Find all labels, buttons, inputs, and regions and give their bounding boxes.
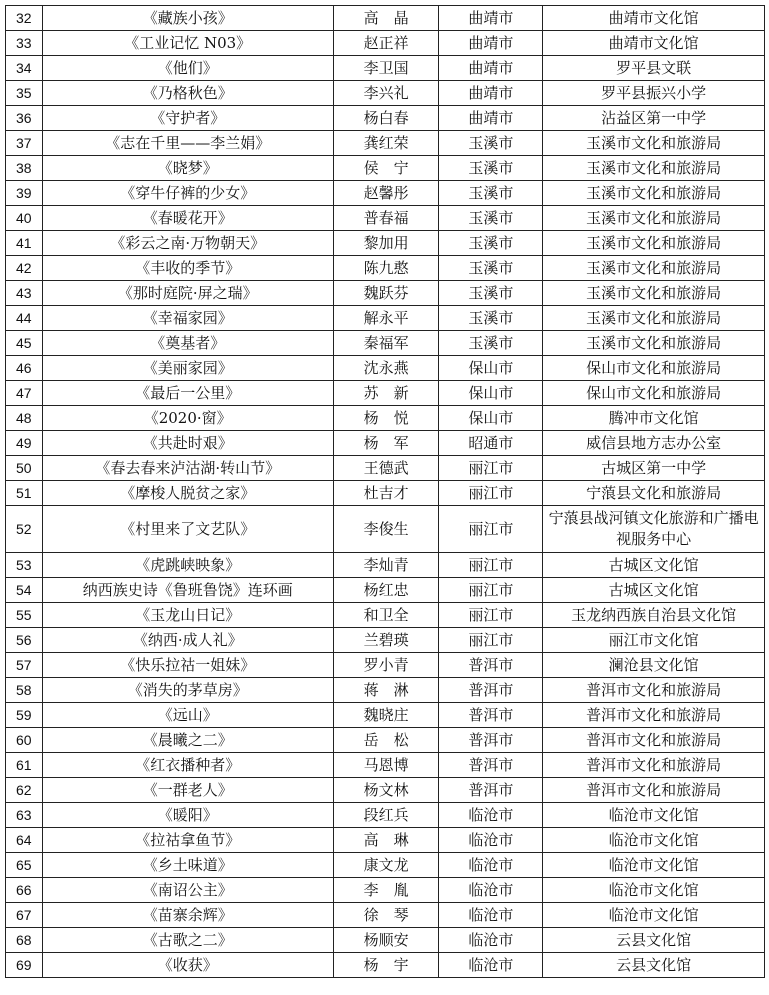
- table-row: [6, 678, 765, 703]
- cell-title: 《美丽家园》: [42, 356, 333, 381]
- cell-organization: 玉溪市文化和旅游局: [543, 256, 765, 281]
- cell-organization: 丽江市文化馆: [543, 628, 765, 653]
- cell-city: 保山市: [439, 406, 543, 431]
- cell-title: 《拉祜拿鱼节》: [42, 828, 333, 853]
- cell-city: 曲靖市: [439, 6, 543, 31]
- cell-title: 《暖阳》: [42, 803, 333, 828]
- cell-organization: 曲靖市文化馆: [543, 31, 765, 56]
- cell-number: 35: [6, 81, 43, 106]
- table-row: [6, 281, 765, 306]
- table-row: [6, 653, 765, 678]
- table-row: [6, 431, 765, 456]
- cell-city: 临沧市: [439, 903, 543, 928]
- table-row: [6, 928, 765, 953]
- table-row: [6, 231, 765, 256]
- cell-number: 51: [6, 481, 43, 506]
- cell-organization: 曲靖市文化馆: [543, 6, 765, 31]
- cell-title: 《丰收的季节》: [42, 256, 333, 281]
- cell-title: 《春去春来泸沽湖·转山节》: [42, 456, 333, 481]
- cell-number: 53: [6, 553, 43, 578]
- cell-author: 和卫全: [333, 603, 439, 628]
- cell-title: 《彩云之南·万物朝天》: [42, 231, 333, 256]
- cell-author: 龚红荣: [333, 131, 439, 156]
- cell-author: 段红兵: [333, 803, 439, 828]
- table-row: [6, 131, 765, 156]
- cell-organization: 临沧市文化馆: [543, 853, 765, 878]
- cell-number: 50: [6, 456, 43, 481]
- cell-number: 64: [6, 828, 43, 853]
- cell-author: 杨文林: [333, 778, 439, 803]
- cell-city: 玉溪市: [439, 181, 543, 206]
- cell-author: 杨红忠: [333, 578, 439, 603]
- cell-title: 《南诏公主》: [42, 878, 333, 903]
- cell-author: 高 晶: [333, 6, 439, 31]
- cell-organization: 保山市文化和旅游局: [543, 356, 765, 381]
- cell-city: 丽江市: [439, 578, 543, 603]
- cell-organization: 玉龙纳西族自治县文化馆: [543, 603, 765, 628]
- table-row: [6, 156, 765, 181]
- cell-number: 43: [6, 281, 43, 306]
- table-row: [6, 753, 765, 778]
- cell-number: 54: [6, 578, 43, 603]
- cell-title: 《共赴时艰》: [42, 431, 333, 456]
- table-row: [6, 953, 765, 978]
- cell-number: 66: [6, 878, 43, 903]
- cell-number: 58: [6, 678, 43, 703]
- cell-organization: 澜沧县文化馆: [543, 653, 765, 678]
- table-row: [6, 56, 765, 81]
- table-row: [6, 778, 765, 803]
- table-row: [6, 206, 765, 231]
- table-body: [6, 6, 765, 978]
- cell-city: 临沧市: [439, 803, 543, 828]
- cell-author: 马恩博: [333, 753, 439, 778]
- cell-title: 《消失的茅草房》: [42, 678, 333, 703]
- cell-title: 《远山》: [42, 703, 333, 728]
- cell-number: 48: [6, 406, 43, 431]
- cell-author: 李兴礼: [333, 81, 439, 106]
- cell-author: 李灿青: [333, 553, 439, 578]
- cell-title: 《守护者》: [42, 106, 333, 131]
- table-row: [6, 853, 765, 878]
- cell-city: 普洱市: [439, 778, 543, 803]
- cell-title: 《晨曦之二》: [42, 728, 333, 753]
- cell-title: 《2020·窗》: [42, 406, 333, 431]
- cell-title: 《收获》: [42, 953, 333, 978]
- cell-city: 曲靖市: [439, 31, 543, 56]
- table-row: [6, 803, 765, 828]
- table-row: [6, 356, 765, 381]
- cell-number: 33: [6, 31, 43, 56]
- table-row: [6, 553, 765, 578]
- cell-number: 39: [6, 181, 43, 206]
- cell-number: 57: [6, 653, 43, 678]
- cell-author: 李卫国: [333, 56, 439, 81]
- cell-city: 丽江市: [439, 628, 543, 653]
- table-row: [6, 603, 765, 628]
- cell-city: 普洱市: [439, 678, 543, 703]
- table-row: [6, 106, 765, 131]
- cell-city: 曲靖市: [439, 81, 543, 106]
- cell-organization: 宁蒗县战河镇文化旅游和广播电视服务中心: [543, 506, 765, 553]
- cell-organization: 宁蒗县文化和旅游局: [543, 481, 765, 506]
- table-row: [6, 81, 765, 106]
- cell-organization: 沾益区第一中学: [543, 106, 765, 131]
- cell-title: 《红衣播种者》: [42, 753, 333, 778]
- cell-title: 《穿牛仔裤的少女》: [42, 181, 333, 206]
- cell-author: 杨 悦: [333, 406, 439, 431]
- cell-city: 玉溪市: [439, 306, 543, 331]
- cell-city: 丽江市: [439, 603, 543, 628]
- cell-city: 普洱市: [439, 753, 543, 778]
- cell-organization: 玉溪市文化和旅游局: [543, 231, 765, 256]
- cell-city: 曲靖市: [439, 106, 543, 131]
- cell-author: 陈九憨: [333, 256, 439, 281]
- cell-number: 36: [6, 106, 43, 131]
- cell-title: 《摩梭人脱贫之家》: [42, 481, 333, 506]
- cell-author: 赵正祥: [333, 31, 439, 56]
- cell-title: 《最后一公里》: [42, 381, 333, 406]
- cell-author: 解永平: [333, 306, 439, 331]
- cell-city: 玉溪市: [439, 281, 543, 306]
- table-row: [6, 381, 765, 406]
- table-row: [6, 628, 765, 653]
- cell-number: 37: [6, 131, 43, 156]
- cell-author: 高 琳: [333, 828, 439, 853]
- cell-title: 《他们》: [42, 56, 333, 81]
- cell-title: 《乃格秋色》: [42, 81, 333, 106]
- cell-organization: 临沧市文化馆: [543, 803, 765, 828]
- cell-city: 普洱市: [439, 728, 543, 753]
- cell-title: 《村里来了文艺队》: [42, 506, 333, 553]
- cell-author: 赵馨彤: [333, 181, 439, 206]
- cell-city: 昭通市: [439, 431, 543, 456]
- cell-city: 丽江市: [439, 506, 543, 553]
- cell-author: 罗小青: [333, 653, 439, 678]
- cell-number: 59: [6, 703, 43, 728]
- cell-number: 68: [6, 928, 43, 953]
- cell-title: 纳西族史诗《鲁班鲁饶》连环画: [42, 578, 333, 603]
- cell-author: 苏 新: [333, 381, 439, 406]
- cell-number: 45: [6, 331, 43, 356]
- table-row: [6, 903, 765, 928]
- cell-organization: 保山市文化和旅游局: [543, 381, 765, 406]
- table-row: [6, 306, 765, 331]
- cell-organization: 罗平县文联: [543, 56, 765, 81]
- cell-number: 40: [6, 206, 43, 231]
- cell-city: 保山市: [439, 381, 543, 406]
- cell-author: 杨白春: [333, 106, 439, 131]
- cell-author: 杨顺安: [333, 928, 439, 953]
- cell-number: 55: [6, 603, 43, 628]
- table-row: [6, 331, 765, 356]
- cell-city: 玉溪市: [439, 256, 543, 281]
- cell-number: 52: [6, 506, 43, 553]
- cell-city: 普洱市: [439, 703, 543, 728]
- cell-title: 《工业记忆 N03》: [42, 31, 333, 56]
- cell-city: 临沧市: [439, 878, 543, 903]
- cell-organization: 临沧市文化馆: [543, 903, 765, 928]
- table-row: [6, 828, 765, 853]
- cell-organization: 玉溪市文化和旅游局: [543, 131, 765, 156]
- cell-city: 玉溪市: [439, 156, 543, 181]
- cell-author: 黎加用: [333, 231, 439, 256]
- cell-title: 《纳西·成人礼》: [42, 628, 333, 653]
- cell-organization: 云县文化馆: [543, 953, 765, 978]
- cell-number: 56: [6, 628, 43, 653]
- cell-title: 《乡土味道》: [42, 853, 333, 878]
- cell-number: 42: [6, 256, 43, 281]
- cell-organization: 普洱市文化和旅游局: [543, 728, 765, 753]
- cell-organization: 玉溪市文化和旅游局: [543, 281, 765, 306]
- cell-number: 44: [6, 306, 43, 331]
- awards-table: [5, 5, 765, 978]
- cell-author: 沈永燕: [333, 356, 439, 381]
- cell-organization: 玉溪市文化和旅游局: [543, 306, 765, 331]
- cell-organization: 玉溪市文化和旅游局: [543, 331, 765, 356]
- cell-organization: 罗平县振兴小学: [543, 81, 765, 106]
- cell-author: 杨 军: [333, 431, 439, 456]
- cell-organization: 普洱市文化和旅游局: [543, 678, 765, 703]
- cell-title: 《快乐拉祜一姐妹》: [42, 653, 333, 678]
- cell-organization: 古城区第一中学: [543, 456, 765, 481]
- cell-organization: 普洱市文化和旅游局: [543, 753, 765, 778]
- cell-title: 《虎跳峡映象》: [42, 553, 333, 578]
- cell-city: 丽江市: [439, 553, 543, 578]
- cell-title: 《晓梦》: [42, 156, 333, 181]
- cell-city: 玉溪市: [439, 231, 543, 256]
- cell-author: 康文龙: [333, 853, 439, 878]
- cell-organization: 玉溪市文化和旅游局: [543, 181, 765, 206]
- cell-author: 杨 宇: [333, 953, 439, 978]
- table-row: [6, 506, 765, 553]
- cell-title: 《一群老人》: [42, 778, 333, 803]
- cell-organization: 威信县地方志办公室: [543, 431, 765, 456]
- cell-city: 玉溪市: [439, 331, 543, 356]
- cell-number: 47: [6, 381, 43, 406]
- table-row: [6, 6, 765, 31]
- cell-organization: 古城区文化馆: [543, 553, 765, 578]
- cell-author: 兰碧瑛: [333, 628, 439, 653]
- cell-city: 临沧市: [439, 828, 543, 853]
- cell-number: 49: [6, 431, 43, 456]
- cell-city: 临沧市: [439, 928, 543, 953]
- cell-author: 侯 宁: [333, 156, 439, 181]
- cell-organization: 普洱市文化和旅游局: [543, 778, 765, 803]
- cell-organization: 古城区文化馆: [543, 578, 765, 603]
- cell-title: 《玉龙山日记》: [42, 603, 333, 628]
- table-row: [6, 728, 765, 753]
- table-row: [6, 456, 765, 481]
- cell-author: 李 胤: [333, 878, 439, 903]
- table-row: [6, 578, 765, 603]
- cell-city: 丽江市: [439, 481, 543, 506]
- cell-author: 蒋 淋: [333, 678, 439, 703]
- cell-author: 李俊生: [333, 506, 439, 553]
- cell-author: 秦福军: [333, 331, 439, 356]
- cell-title: 《志在千里——李兰娟》: [42, 131, 333, 156]
- table-row: [6, 703, 765, 728]
- cell-city: 玉溪市: [439, 206, 543, 231]
- table-row: [6, 31, 765, 56]
- cell-number: 65: [6, 853, 43, 878]
- cell-organization: 临沧市文化馆: [543, 828, 765, 853]
- cell-number: 69: [6, 953, 43, 978]
- cell-author: 徐 琴: [333, 903, 439, 928]
- cell-author: 岳 松: [333, 728, 439, 753]
- cell-title: 《古歌之二》: [42, 928, 333, 953]
- cell-city: 临沧市: [439, 853, 543, 878]
- cell-city: 临沧市: [439, 953, 543, 978]
- cell-number: 38: [6, 156, 43, 181]
- table-row: [6, 878, 765, 903]
- cell-number: 67: [6, 903, 43, 928]
- cell-author: 杜吉才: [333, 481, 439, 506]
- cell-title: 《苗寨余辉》: [42, 903, 333, 928]
- cell-number: 63: [6, 803, 43, 828]
- cell-title: 《奠基者》: [42, 331, 333, 356]
- cell-organization: 云县文化馆: [543, 928, 765, 953]
- cell-title: 《藏族小孩》: [42, 6, 333, 31]
- table-row: [6, 406, 765, 431]
- cell-number: 62: [6, 778, 43, 803]
- cell-number: 60: [6, 728, 43, 753]
- cell-title: 《那时庭院·屏之瑞》: [42, 281, 333, 306]
- cell-city: 曲靖市: [439, 56, 543, 81]
- table-row: [6, 181, 765, 206]
- cell-organization: 玉溪市文化和旅游局: [543, 206, 765, 231]
- cell-city: 普洱市: [439, 653, 543, 678]
- cell-number: 46: [6, 356, 43, 381]
- cell-city: 保山市: [439, 356, 543, 381]
- table-row: [6, 481, 765, 506]
- cell-organization: 普洱市文化和旅游局: [543, 703, 765, 728]
- table-row: [6, 256, 765, 281]
- cell-organization: 玉溪市文化和旅游局: [543, 156, 765, 181]
- cell-number: 32: [6, 6, 43, 31]
- cell-author: 王德武: [333, 456, 439, 481]
- cell-organization: 腾冲市文化馆: [543, 406, 765, 431]
- cell-city: 玉溪市: [439, 131, 543, 156]
- cell-number: 34: [6, 56, 43, 81]
- cell-title: 《幸福家园》: [42, 306, 333, 331]
- cell-author: 魏晓庄: [333, 703, 439, 728]
- cell-organization: 临沧市文化馆: [543, 878, 765, 903]
- cell-author: 普春福: [333, 206, 439, 231]
- cell-number: 41: [6, 231, 43, 256]
- cell-title: 《春暖花开》: [42, 206, 333, 231]
- cell-author: 魏跃芬: [333, 281, 439, 306]
- cell-city: 丽江市: [439, 456, 543, 481]
- cell-number: 61: [6, 753, 43, 778]
